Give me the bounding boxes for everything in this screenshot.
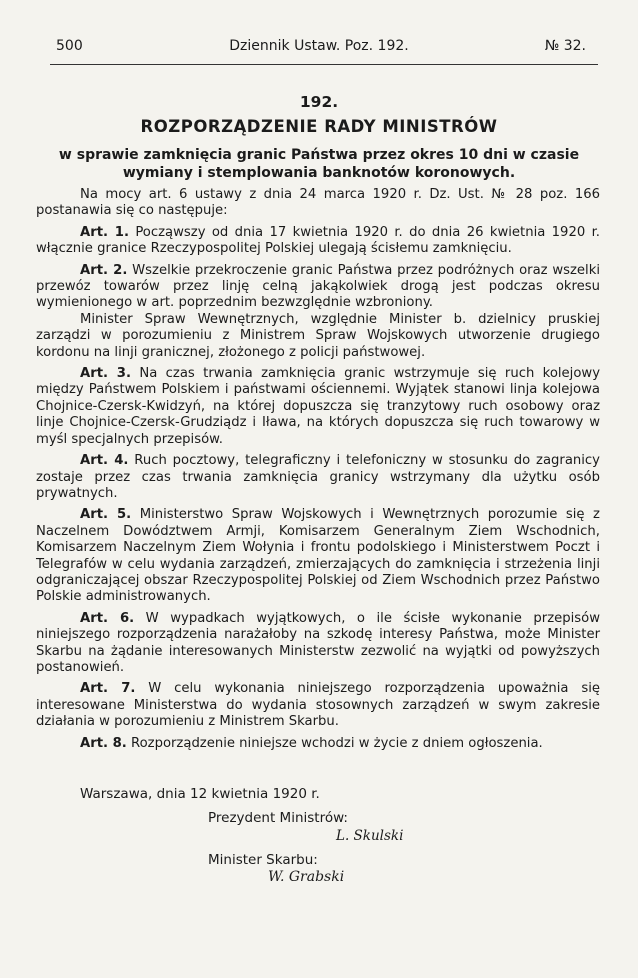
place-date: Warszawa, dnia 12 kwietnia 1920 r.: [80, 786, 320, 802]
article-1: [36, 225, 600, 258]
article-6: [36, 611, 600, 677]
article-8: [36, 736, 600, 752]
article-4: [36, 453, 600, 502]
article-7: [36, 681, 600, 730]
article-label: Art. 8.: [80, 735, 127, 751]
article-label: Art. 1.: [80, 224, 129, 240]
article-text: Począwszy od dnia 17 kwietnia 1920 r. do dnia 26 kwietnia 1920 r. włącznie granice Rzeczypospolitej Polskiej ulegają ścisłemu zamknięciu.: [36, 224, 600, 257]
article-text: Rozporządzenie niniejsze wchodzi w życie z dniem ogłoszenia.: [131, 735, 543, 751]
document-number: 192.: [299, 93, 339, 111]
article-text: W wypadkach wyjątkowych, o ile ścisłe wykonanie przepisów niniejszego rozporządzenia narażałoby na szkodę interesy Państwa, może Minister Skarbu na żądanie interesowanych Ministerstw zezwolić na wyjątki od powyższych postanowień.: [36, 610, 600, 675]
article-label: Art. 6.: [80, 610, 135, 626]
article-5: [36, 507, 600, 605]
article-text: Na czas trwania zamknięcia granic wstrzymuje się ruch kolejowy między Państwem Polskiem i państwami ościennemi. Wyjątek stanowi linja kolejowa Chojnice-Czersk-Kwidzyń, na której dopuszcza się tranzytowy ruch osobowy oraz linje Chojnice-Czersk-Grudziądz i Iława, na których dopuszcza się ruch towarowy w myśl specjalnych przepisów.: [36, 366, 600, 447]
page-number: 500: [56, 38, 83, 54]
article-text: Ministerstwo Spraw Wojskowych i Wewnętrznych porozumie się z Naczelnem Dowództwem Armji, Komisarzem Generalnym Ziem Wschodnich, Komisarzem Naczelnym Ziem Wołynia i frontu podolskiego i Ministerstwem Poczt i Telegrafów w celu wydania zarządzeń, zmierzających do zamknięcia i strzeżenia linji odgraniczającej obszar Rzeczypospolitej Polskiej od Ziem Wschodnich przez Państwo Polskie administrowanych.: [36, 507, 600, 605]
journal-title: Dziennik Ustaw. Poz. 192.: [229, 38, 409, 54]
article-text: W celu wykonania niniejszego rozporządzenia upoważnia się interesowane Ministerstwa do wydania stosownych zarządzeń w swym zakresie działania w porozumieniu z Ministrem Skarbu.: [36, 681, 600, 730]
intro-paragraph: Na mocy art. 6 ustawy z dnia 24 marca 1920 r. Dz. Ust. № 28 poz. 166 postanawia się co następuje:: [36, 187, 600, 219]
running-header: [0, 38, 638, 58]
article-text: Ruch pocztowy, telegraficzny i telefoniczny w stosunku do zagranicy zostaje przez czas trwania zamknięcia granicy wstrzymany dla użytku osób prywatnych.: [36, 453, 600, 501]
article-text: Wszelkie przekroczenie granic Państwa przez podróżnych oraz wszelki przewóz towarów przez linję celną jakąkolwiek drogą jest podczas okresu wymienionego w art. poprzednim bezwzględnie wzbroniony.: [36, 262, 600, 311]
article-2: [36, 263, 600, 312]
article-label: Art. 5.: [80, 507, 132, 523]
document-title: ROZPORZĄDZENIE RADY MINISTRÓW: [140, 117, 498, 136]
article-label: Art. 4.: [80, 453, 129, 469]
signatory-title: Minister Skarbu:: [208, 852, 318, 868]
document-body: [36, 187, 600, 757]
article-label: Art. 2.: [80, 262, 128, 278]
issue-number: № 32.: [544, 38, 586, 54]
article-3: [36, 366, 600, 448]
article-label: Art. 3.: [80, 366, 131, 382]
article-label: Art. 7.: [80, 681, 136, 697]
signatory-name: W. Grabski: [268, 869, 345, 885]
header-rule: [50, 64, 598, 65]
signatory-title: Prezydent Ministrów:: [208, 810, 348, 826]
article-2-paragraph-2: Minister Spraw Wewnętrznych, względnie Minister b. dzielnicy pruskiej zarządzi w porozumieniu z Ministrem Spraw Wojskowych utworzenie drugiego kordonu na linji granicznej, złożonego z policji państwowej.: [36, 311, 600, 360]
signatory-name: L. Skulski: [336, 828, 404, 844]
document-subtitle: w sprawie zamknięcia granic Państwa przez okres 10 dni w czasie wymiany i stemplowania banknotów koronowych.: [58, 147, 580, 181]
